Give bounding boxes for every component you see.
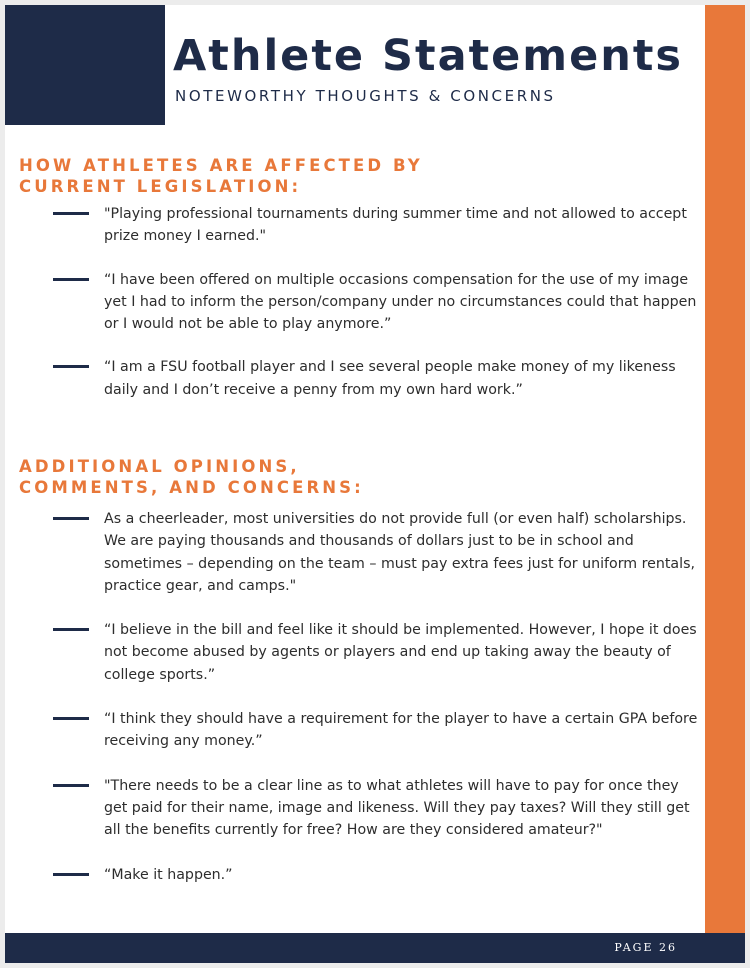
page-number: PAGE 26 — [614, 941, 677, 954]
page-title: Athlete Statements — [173, 31, 684, 81]
list-item — [5, 864, 704, 886]
statement-text: “Make it happen.” — [104, 866, 233, 883]
list-item — [5, 619, 704, 686]
section-heading-line: COMMENTS, AND CONCERNS: — [19, 478, 364, 497]
list-item — [5, 708, 704, 753]
dash-bullet — [53, 628, 89, 631]
dash-bullet — [53, 517, 89, 520]
statement-text: “I believe in the bill and feel like it should be implemented. However, I hope it does not become abused by agents or players and end up taking away the beauty of college sports.” — [104, 622, 697, 683]
page-subtitle: NOTEWORTHY THOUGHTS & CONCERNS — [175, 87, 556, 105]
dash-bullet — [53, 365, 89, 368]
document-page — [5, 5, 745, 963]
section-heading-additional-opinions — [19, 456, 364, 498]
list-item — [5, 775, 704, 842]
list-item — [5, 269, 704, 336]
statement-text: "Playing professional tournaments during summer time and not allowed to accept prize money I earned." — [104, 206, 687, 245]
list-item — [5, 356, 704, 401]
statement-text: As a cheerleader, most universities do not provide full (or even half) scholarships. We are paying thousands and thousands of dollars just to be in school and sometimes – depending on the team – must pay extra fees just for uniform rentals, practice gear, and camps." — [104, 511, 695, 594]
statement-text: “I think they should have a requirement for the player to have a certain GPA before receiving any money.” — [104, 711, 698, 750]
statement-text: "There needs to be a clear line as to what athletes will have to pay for once they get paid for their name, image and likeness. Will they pay taxes? Will they still get all the benefits currently for free? How are they considered amateur?" — [104, 777, 690, 839]
dash-bullet — [53, 212, 89, 215]
page-footer — [5, 933, 745, 963]
section-heading-current-legislation — [19, 155, 423, 197]
section-heading-line: ADDITIONAL OPINIONS, — [19, 457, 300, 476]
dash-bullet — [53, 873, 89, 876]
section-heading-line: CURRENT LEGISLATION: — [19, 177, 302, 196]
list-item — [5, 203, 704, 248]
list-item — [5, 508, 704, 597]
dash-bullet — [53, 784, 89, 787]
opinions-statements-list — [5, 508, 705, 886]
statement-text: “I have been offered on multiple occasions compensation for the use of my image yet I had to inform the person/company under no circumstances could that happen or I would not be able to play anymore.” — [104, 271, 697, 333]
dash-bullet — [53, 278, 89, 281]
dash-bullet — [53, 717, 89, 720]
header-color-block — [5, 5, 165, 125]
legislation-statements-list — [5, 203, 705, 401]
side-accent-bar — [705, 5, 745, 937]
section-heading-line: HOW ATHLETES ARE AFFECTED BY — [19, 156, 423, 175]
statement-text: “I am a FSU football player and I see several people make money of my likeness daily and I don’t receive a penny from my own hard work.” — [104, 359, 676, 398]
